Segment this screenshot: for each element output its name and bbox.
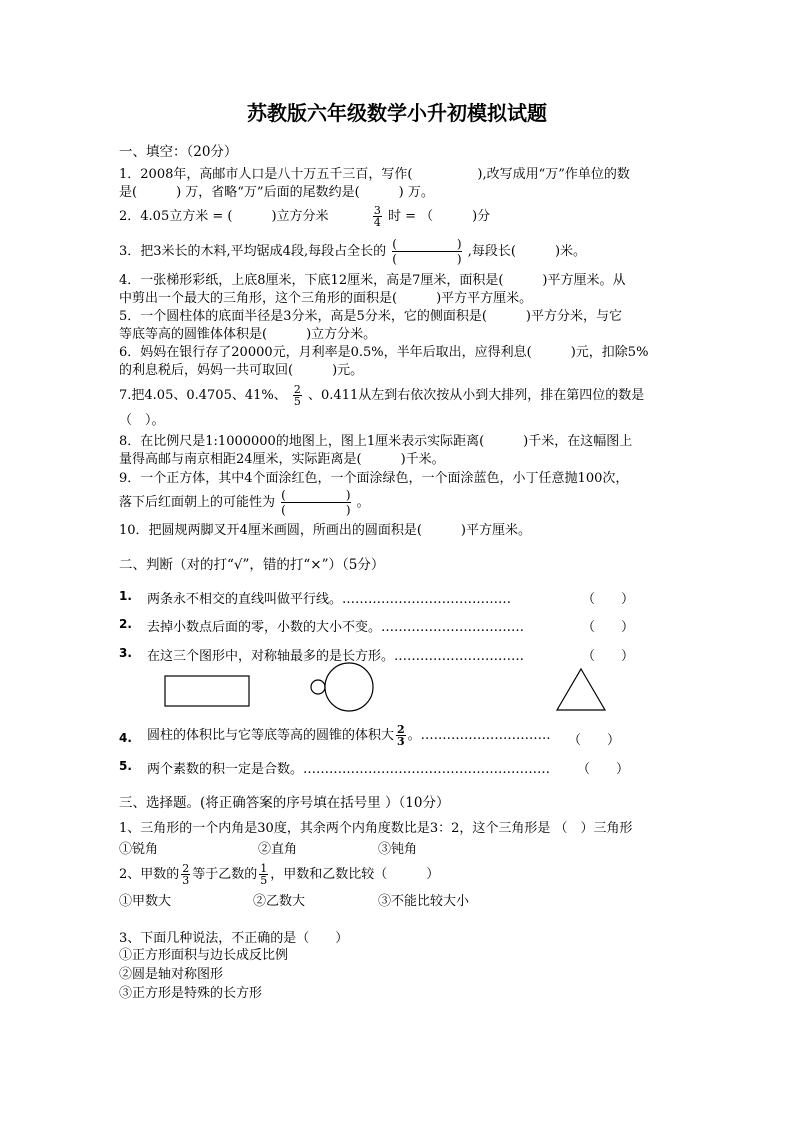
q9-blank-fraction bbox=[281, 488, 350, 517]
q2-line bbox=[119, 205, 490, 228]
judge-item-4-text bbox=[147, 724, 551, 747]
judge-item-2-text: 去掉小数点后面的零，小数的大小不变。…………………………… bbox=[147, 620, 525, 635]
q3-text-a: 3．把3米长的木料,平均锯成4段,每段占全长的 bbox=[119, 244, 387, 259]
q10-line: 10．把圆规两脚叉开4厘米画圆，所画出的圆面积是( )平方厘米。 bbox=[119, 523, 531, 538]
q7-frac-den: 5 bbox=[293, 395, 301, 408]
q3-line bbox=[119, 237, 586, 266]
choice-q3-option-1: ①正方形面积与边长成反比例 bbox=[119, 948, 289, 963]
q3-blank-top: ( ) bbox=[392, 237, 462, 251]
q1-line-a: 1．2008年，高邮市人口是八十万五千三百，写作( ),改写成用“万”作单位的数 bbox=[119, 167, 630, 182]
choice-q2-text-c: ，甲数和乙数比较（ ） bbox=[270, 867, 440, 882]
section3-heading: 三、选择题。(将正确答案的序号填在括号里 ）（10分） bbox=[119, 795, 450, 811]
q8-line-b: 量得高邮与南京相距24厘米，实际距离是( )千米。 bbox=[119, 452, 445, 467]
choice-q3-option-2: ②圆是轴对称图形 bbox=[119, 967, 224, 982]
judge-item-4-frac-den: 3 bbox=[397, 735, 405, 748]
choice-q2-frac1-den: 3 bbox=[182, 874, 190, 887]
q4-line-b: 中剪出一个最大的三角形，这个三角形的面积是( )平方平方厘米。 bbox=[119, 291, 533, 306]
choice-q1-option-3: ③钝角 bbox=[378, 842, 418, 857]
judge-item-5-num: 5. bbox=[119, 759, 132, 773]
choice-q2-fraction-1 bbox=[181, 863, 190, 886]
choice-q1-option-1: ①锐角 bbox=[119, 842, 159, 857]
choice-q2-option-1: ①甲数大 bbox=[119, 894, 172, 909]
q7-line-a bbox=[119, 384, 644, 407]
judge-item-4-text-b: 。………………………… bbox=[407, 728, 551, 743]
q5-line-b: 等底等高的圆锥体体积是( )立方分米。 bbox=[119, 327, 377, 342]
judge-item-3-paren: （ ） bbox=[582, 649, 635, 664]
q9-line-a: 9．一个正方体，其中4个面涂红色，一个面涂绿色，一个面涂蓝色，小丁任意抛100次， bbox=[119, 471, 629, 486]
judge-item-5-text: 两个素数的积一定是合数。………………………………………………… bbox=[147, 762, 551, 777]
judge-item-2-num: 2. bbox=[119, 617, 132, 631]
rectangle-shape bbox=[160, 672, 256, 712]
q9-line-b bbox=[119, 488, 370, 517]
q2-frac-num: 3 bbox=[373, 204, 381, 217]
q3-blank-fraction bbox=[392, 237, 461, 266]
judge-item-4-frac-num: 2 bbox=[397, 723, 405, 736]
q9-blank-top: ( ) bbox=[281, 488, 351, 502]
choice-q1: 1、三角形的一个内角是30度，其余两个内角度数比是3：2，这个三角形是 （ ）三角形 bbox=[119, 821, 633, 836]
judge-item-5-paren: （ ） bbox=[577, 762, 630, 777]
choice-q2-text-b: 等于乙数的 bbox=[192, 867, 258, 882]
q7-text-b: 、0.411从左到右依次按从小到大排列，排在第四位的数是 bbox=[308, 388, 645, 403]
choice-q2-option-3: ③不能比较大小 bbox=[378, 894, 470, 909]
q3-text-b: ,每段长( )米。 bbox=[467, 244, 587, 259]
q7-frac-num: 2 bbox=[293, 383, 301, 396]
q9-text-c: 。 bbox=[356, 495, 370, 510]
choice-q2-option-2: ②乙数大 bbox=[253, 894, 306, 909]
judge-item-3-num: 3. bbox=[119, 646, 132, 660]
circles-shape bbox=[306, 660, 378, 716]
q7-line-c: （ ）。 bbox=[119, 413, 165, 428]
judge-item-1-num: 1. bbox=[119, 589, 132, 603]
choice-q2 bbox=[119, 863, 439, 886]
triangle-shape bbox=[552, 666, 610, 714]
judge-item-2-paren: （ ） bbox=[582, 620, 635, 635]
choice-q2-fraction-2 bbox=[259, 863, 268, 886]
choice-q1-option-2: ②直角 bbox=[258, 842, 298, 857]
q3-blank-bottom: ( ) bbox=[392, 252, 462, 266]
q6-line-a: 6．妈妈在银行存了20000元，月利率是0.5%，半年后取出，应得利息( )元，扣除5% bbox=[119, 345, 649, 360]
judge-item-1-text: 两条永不相交的直线叫做平行线。………………………………… bbox=[147, 592, 512, 607]
section1-heading: 一、填空：（20分） bbox=[119, 144, 238, 160]
choice-q2-frac1-num: 2 bbox=[182, 862, 190, 875]
q7-text-a: 7.把4.05、0.4705、41%、 bbox=[119, 388, 287, 403]
page-title: 苏教版六年级数学小升初模拟试题 bbox=[247, 101, 547, 125]
q9-text-b: 落下后红面朝上的可能性为 bbox=[119, 495, 276, 510]
judge-item-4-fraction bbox=[396, 724, 406, 747]
q9-blank-bottom: ( ) bbox=[281, 503, 351, 517]
q2-fraction bbox=[373, 205, 382, 228]
q2-text-a: 2．4.05立方米 = ( )立方分米 bbox=[119, 209, 329, 224]
choice-q3: 3、下面几种说法，不正确的是（ ） bbox=[119, 931, 349, 946]
choice-q2-frac2-den: 5 bbox=[260, 874, 268, 887]
choice-q3-option-3: ③正方形是特殊的长方形 bbox=[119, 986, 263, 1001]
q2-text-b: 时 = （ )分 bbox=[387, 209, 491, 224]
q7-fraction bbox=[293, 384, 302, 407]
q5-line-a: 5．一个圆柱体的底面半径是3分米，高是5分米，它的侧面积是( )平方分米，与它 bbox=[119, 309, 622, 324]
judge-item-4-paren: （ ） bbox=[568, 733, 621, 748]
section2-heading: 二、判断（对的打“√”，错的打“×”）（5分） bbox=[119, 557, 385, 573]
choice-q2-frac2-num: 1 bbox=[260, 862, 268, 875]
judge-item-3-text: 在这三个图形中，对称轴最多的是长方形。………………………… bbox=[147, 649, 525, 664]
choice-q2-text-a: 2、甲数的 bbox=[119, 867, 180, 882]
q2-frac-den: 4 bbox=[373, 216, 381, 229]
judge-item-1-paren: （ ） bbox=[582, 592, 635, 607]
judge-item-4-num: 4. bbox=[119, 731, 132, 745]
q8-line-a: 8．在比例尺是1:1000000的地图上，图上1厘米表示实际距离( )千米，在这幅图上 bbox=[119, 434, 633, 449]
q4-line-a: 4．一张梯形彩纸，上底8厘米，下底12厘米，高是7厘米，面积是( )平方厘米。从 bbox=[119, 273, 626, 288]
q6-line-b: 的利息税后，妈妈一共可取回( )元。 bbox=[119, 363, 364, 378]
judge-item-4-text-a: 圆柱的体积比与它等底等高的圆锥的体积大 bbox=[147, 728, 395, 743]
q1-line-b: 是( ) 万，省略“万”后面的尾数约是( ) 万。 bbox=[119, 185, 434, 200]
